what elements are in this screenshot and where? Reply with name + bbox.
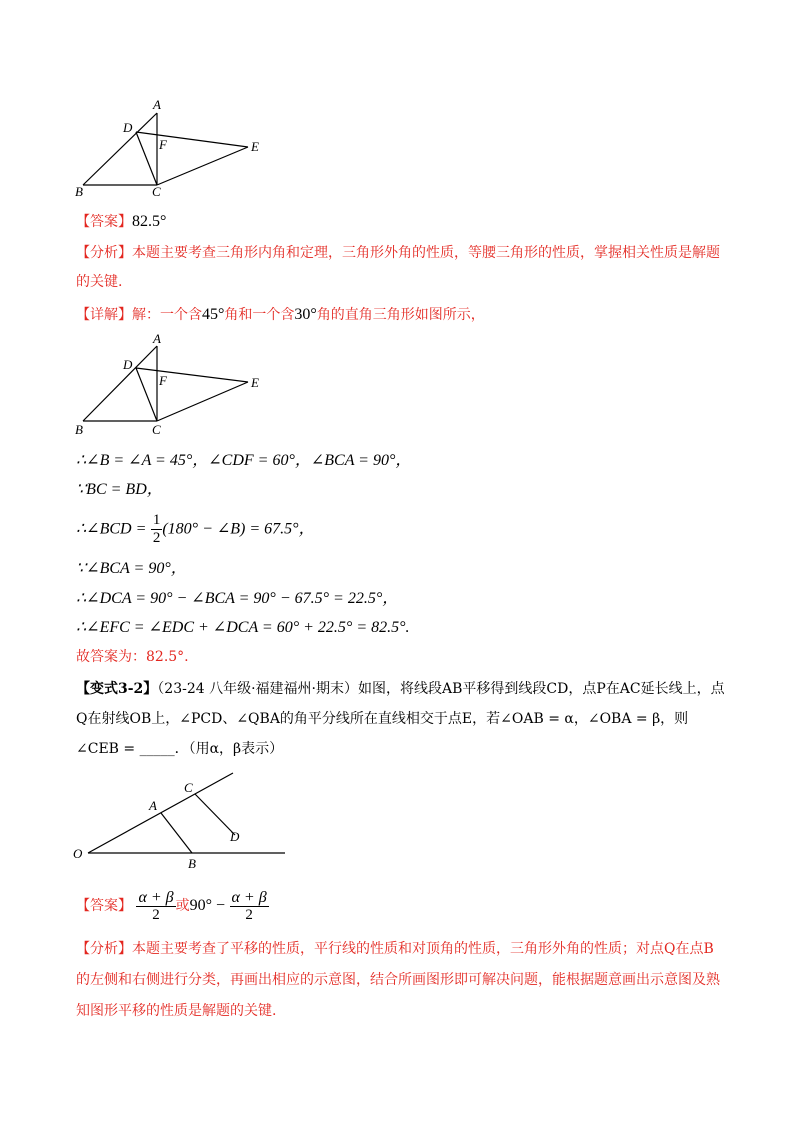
label-B: B (188, 856, 196, 871)
analysis-2-line2: 的左侧和右侧进行分类，再画出相应的示意图，结合所画图形即可解决问题，能根据题意画出示意图及熟 (76, 972, 720, 988)
label-F: F (159, 373, 167, 388)
step-4: ∵∠BCA = 90°， (76, 560, 187, 577)
label-E: E (251, 139, 259, 154)
fraction-2: $\frac{\alpha + \beta}{2}$ (231, 888, 267, 923)
step-2: ∵BC = BD， (76, 481, 163, 498)
label-D: D (230, 829, 240, 844)
label-A: A (153, 331, 161, 346)
detail-tag: 【详解】 (76, 307, 132, 323)
variant-line3: ∠CEB = _____．（用α，β表示） (76, 741, 284, 757)
label-E: E (251, 375, 259, 390)
label-D: D (123, 120, 133, 135)
figure-triangle-2 (70, 330, 270, 440)
fraction-half: $\frac{1}{2}$ (152, 512, 161, 546)
analysis-2-line1: 【分析】本题主要考查了平移的性质，平行线的性质和对顶角的性质，三角形外角的性质；对点Q在点B (76, 941, 714, 957)
label-D: D (123, 357, 133, 372)
step-5: ∴∠DCA = 90° − ∠BCA = 90° − 67.5° = 22.5°， (76, 590, 399, 607)
label-A: A (153, 97, 161, 112)
detail-line: 【详解】解：一个含45°角和一个含30°角的直角三角形如图所示， (76, 306, 485, 323)
analysis-1-line1: 【分析】本题主要考查三角形内角和定理，三角形外角的性质，等腰三角形的性质，掌握相关性质是解题 (76, 245, 720, 261)
step-3: ∴∠BCD = $\frac{1}{2}$ (180° − ∠B) = 67.5°， (76, 512, 315, 546)
answer-value: 82.5° (132, 213, 167, 230)
step-6: ∴∠EFC = ∠EDC + ∠DCA = 60° + 22.5° = 82.5°. (76, 619, 410, 636)
label-C: C (152, 184, 161, 199)
answer-tag: 【答案】 (76, 898, 132, 914)
variant-line1: 【变式3-2】（23-24 八年级·福建福州·期末）如图，将线段AB平移得到线段CD，点P在AC延长线上，点 (76, 681, 725, 697)
answer-1 (76, 212, 166, 232)
label-O: O (73, 846, 83, 861)
figure-translation (70, 765, 300, 875)
label-B: B (75, 184, 83, 199)
label-C: C (152, 422, 161, 437)
analysis-1-line2: 的关键. (76, 274, 123, 290)
analysis-tag: 【分析】 (76, 941, 132, 957)
variant-tag: 【变式3-2】 (76, 681, 158, 697)
analysis-tag: 【分析】 (76, 245, 132, 261)
figure-triangle-1 (70, 95, 270, 200)
analysis-2-line3: 知图形平移的性质是解题的关键. (76, 1003, 277, 1019)
answer-tag: 【答案】 (76, 214, 132, 230)
answer-2: 【答案】 $\frac{\alpha + \beta}{2}$ 或90° − $\frac{\alpha + \beta}{2}$ (76, 888, 267, 923)
variant-line2: Q在射线OB上，∠PCD、∠QBA的角平分线所在直线相交于点E，若∠OAB = α，∠OBA = β，则 (76, 711, 689, 727)
fraction-1: $\frac{\alpha + \beta}{2}$ (138, 888, 174, 923)
label-A: A (149, 798, 157, 813)
step-1: ∴∠B = ∠A = 45°，∠CDF = 60°，∠BCA = 90°， (76, 452, 412, 469)
label-C: C (184, 780, 193, 795)
step-7: 故答案为：82.5°. (76, 649, 189, 665)
label-B: B (75, 422, 83, 437)
label-F: F (159, 137, 167, 152)
